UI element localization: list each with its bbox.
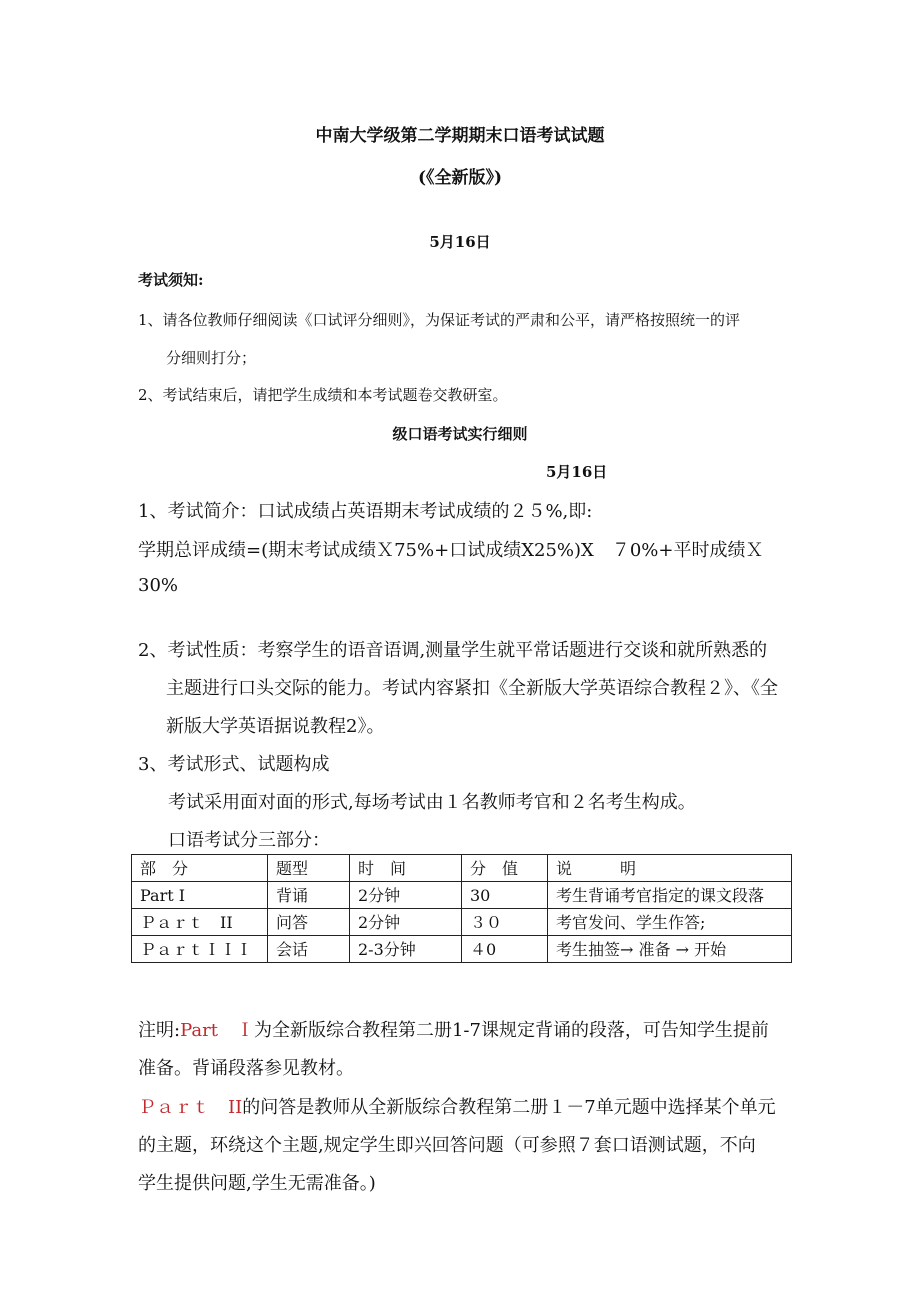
note-part-1-label: Part Ｉ xyxy=(180,1020,254,1041)
table-cell: Ｐａｒｔ II xyxy=(132,909,268,936)
table-cell: 问答 xyxy=(268,909,350,936)
note-2-line-2: 的主题，环绕这个主题,规定学生即兴回答问题（可参照７套口语测试题，不向 xyxy=(138,1135,756,1156)
format-line-1: 考试采用面对面的形式,每场考试由１名教师考官和２名考生构成。 xyxy=(168,792,696,813)
table-cell: ＰａｒｔＩＩＩ xyxy=(132,936,268,963)
nature-line-2: 主题进行口头交际的能力。考试内容紧扣《全新版大学英语综合教程２》、《全 xyxy=(166,678,778,699)
note-1-line-1 xyxy=(138,1016,769,1042)
note-2-text: 的问答是教师从全新版综合教程第二册１－7单元题中选择某个单元 xyxy=(242,1097,776,1118)
nature-line-3: 新版大学英语据说教程2》。 xyxy=(166,716,385,737)
page-title: 中南大学级第二学期期末口语考试试题 xyxy=(315,126,605,146)
table-header-cell: 时 间 xyxy=(350,855,462,882)
table-header-cell: 题型 xyxy=(268,855,350,882)
intro-line-1: 1、考试简介：口试成绩占英语期末考试成绩的２５%,即: xyxy=(138,501,593,522)
table-row xyxy=(132,936,792,963)
table-cell: 考生背诵考官指定的课文段落 xyxy=(548,882,792,909)
table-cell: 2-3分钟 xyxy=(350,936,462,963)
format-line-2: 口语考试分三部分： xyxy=(168,830,330,851)
table-cell: 会话 xyxy=(268,936,350,963)
table-row xyxy=(132,882,792,909)
table-header-cell: 部 分 xyxy=(132,855,268,882)
notice-heading: 考试须知: xyxy=(138,271,204,289)
rules-date: 5月16日 xyxy=(546,463,608,481)
table-cell: 考生抽签→ 准备 → 开始 xyxy=(548,936,792,963)
note-1-text: 为全新版综合教程第二册1-7课规定背诵的段落，可告知学生提前 xyxy=(253,1020,769,1041)
table-header-cell: 分 值 xyxy=(462,855,548,882)
page-subtitle: (《全新版》) xyxy=(417,168,503,188)
table-cell: 考官发问、学生作答; xyxy=(548,909,792,936)
note-2-line-3: 学生提供问题,学生无需准备。) xyxy=(138,1173,376,1194)
nature-line-1: 2、考试性质：考察学生的语音语调,测量学生就平常话题进行交谈和就所熟悉的 xyxy=(138,640,768,661)
note-1-line-2: 准备。背诵段落参见教材。 xyxy=(138,1058,354,1079)
notice-item-2: 2、考试结束后，请把学生成绩和本考试题卷交教研室。 xyxy=(138,386,508,404)
notice-item-1: 1、请各位教师仔细阅读《口试评分细则》，为保证考试的严肃和公平，请严格按照统一的评 xyxy=(138,311,741,329)
notice-item-1-cont: 分细则打分； xyxy=(166,349,257,367)
table-cell: Part I xyxy=(132,882,268,909)
intro-line-3: 30% xyxy=(138,575,179,596)
note-prefix: 注明: xyxy=(138,1020,181,1041)
table-cell: 背诵 xyxy=(268,882,350,909)
table-cell: 2分钟 xyxy=(350,882,462,909)
intro-line-2: 学期总评成绩=(期末考试成绩Ｘ75%+口试成绩X25%)X ７0%+平时成绩Ｘ xyxy=(138,540,764,561)
rules-heading: 级口语考试实行细则 xyxy=(392,425,528,443)
table-header-cell: 说 明 xyxy=(548,855,792,882)
table-row xyxy=(132,909,792,936)
exam-date: 5月16日 xyxy=(429,233,491,251)
exam-parts-table xyxy=(131,854,792,963)
table-cell: ４0 xyxy=(462,936,548,963)
table-header-row xyxy=(132,855,792,882)
note-2-line-1 xyxy=(138,1093,776,1119)
note-part-2-label: Ｐａｒｔ II xyxy=(138,1097,243,1118)
format-heading: 3、考试形式、试题构成 xyxy=(138,754,330,775)
table-cell: 30 xyxy=(462,882,548,909)
table-cell: ３０ xyxy=(462,909,548,936)
table-cell: 2分钟 xyxy=(350,909,462,936)
